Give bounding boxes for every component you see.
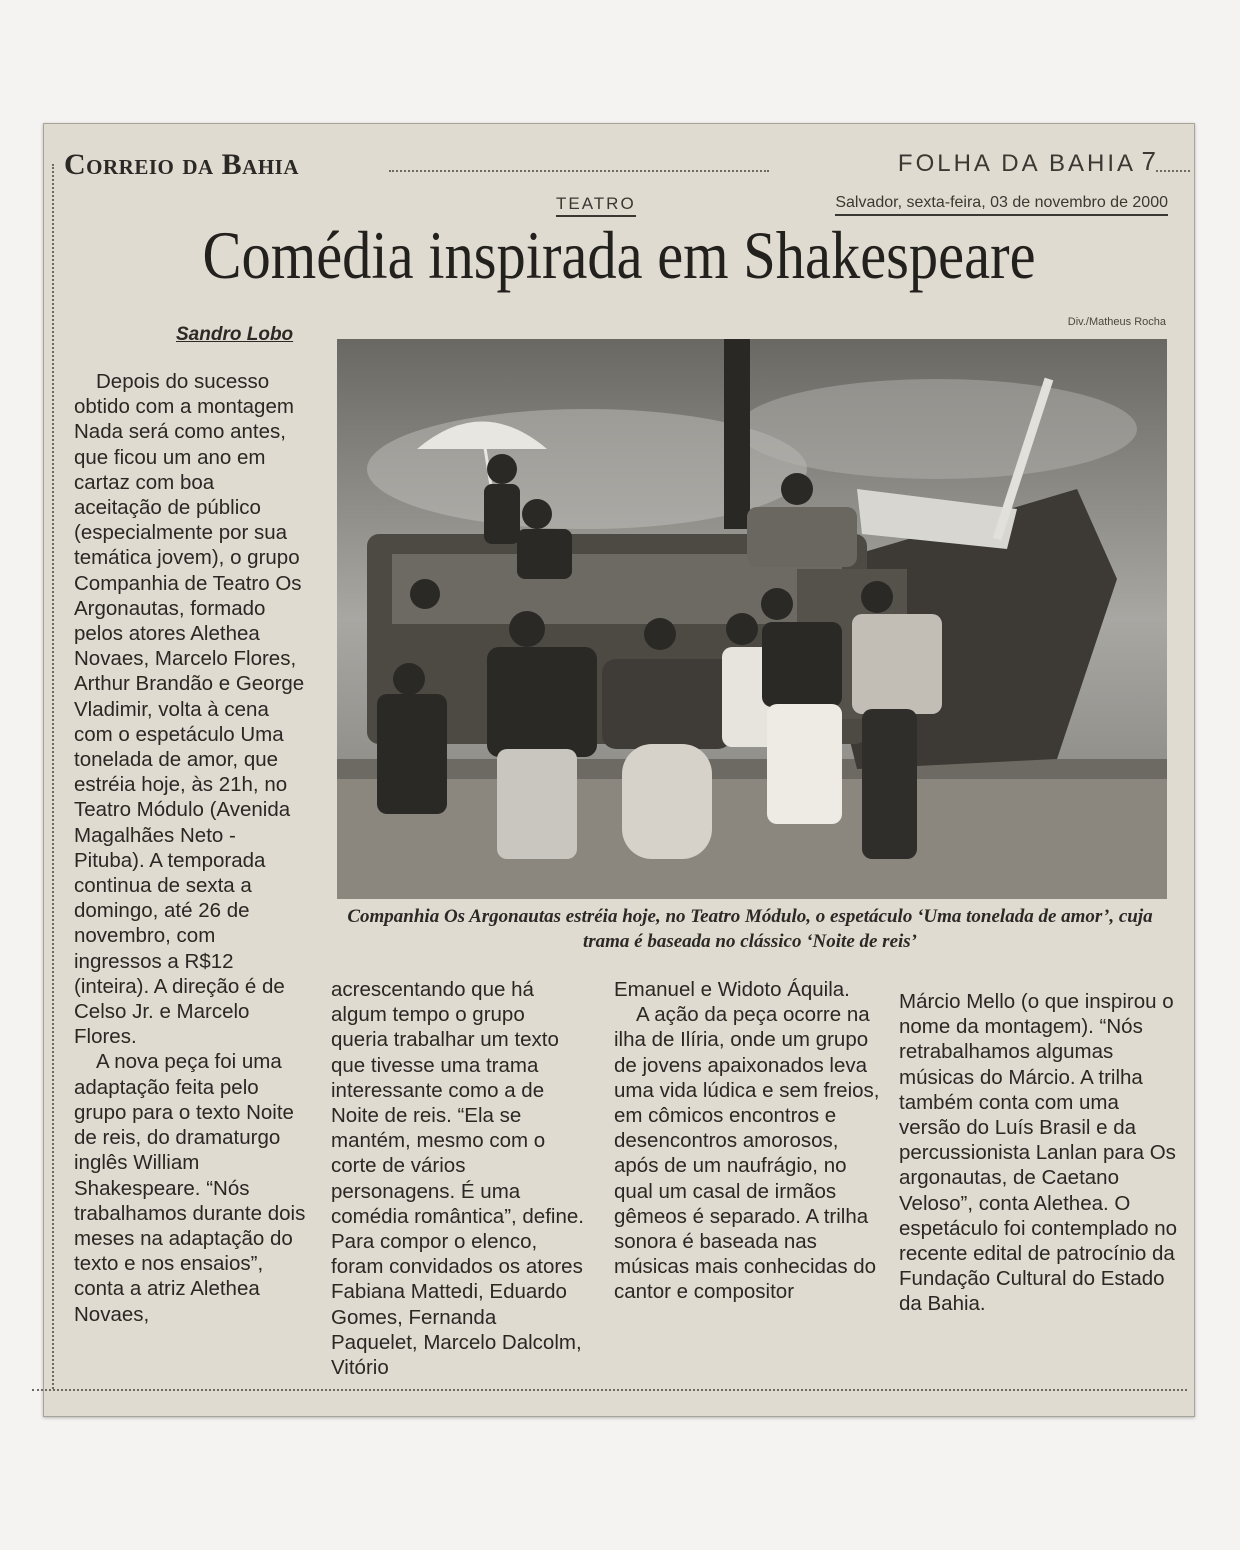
photo-credit: Div./Matheus Rocha bbox=[1067, 316, 1166, 328]
dateline: Salvador, sexta-feira, 03 de novembro de 2000 bbox=[835, 194, 1168, 216]
clipping-cut-line-bottom bbox=[32, 1389, 1187, 1391]
column-2 bbox=[331, 977, 586, 1380]
paragraph: A nova peça foi uma adaptação feita pelo grupo para o texto Noite de reis, do dramaturgo inglês William Shakespeare. “Nós trabalhamos durante dois meses na adaptação do texto e nos ensaios”, conta a atriz Alethea Novaes, bbox=[74, 1050, 306, 1326]
clipping-cut-line-left bbox=[52, 164, 54, 1389]
topic-label: TEATRO bbox=[556, 194, 636, 217]
photo-illustration bbox=[337, 339, 1167, 899]
paragraph: A ação da peça ocorre na ilha de Ilíria, onde um grupo de jovens apaixonados leva uma vida lúdica e sem freios, em cômicos encontros e desencontros amorosos, após de um naufrágio, no qual um casal de irmãos gêmeos é separado. A trilha sonora é baseada nas músicas mais conhecidas do cantor e compositor bbox=[614, 1003, 880, 1304]
newspaper-clipping bbox=[43, 123, 1195, 1417]
paragraph: Depois do sucesso obtido com a montagem Nada será como antes, que ficou um ano em cartaz com boa aceitação de público (especialmente por sua temática jovem), o grupo Companhia de Teatro Os Argonautas, formado pelos atores Alethea Novaes, Marcelo Flores, Arthur Brandão e George Vladimir, volta à cena com o espetáculo Uma tonelada de amor, que estréia hoje, às 21h, no Teatro Módulo (Avenida Magalhães Neto - Pituba). A temporada continua de sexta a domingo, até 26 de novembro, com ingressos a R$12 (inteira). A direção é de Celso Jr. e Marcelo Flores. bbox=[74, 370, 305, 1049]
paragraph: Emanuel e Widoto Áquila. bbox=[614, 978, 850, 1001]
column-4 bbox=[899, 989, 1179, 1317]
page-number: 7 bbox=[1141, 146, 1156, 176]
column-1 bbox=[74, 369, 306, 1327]
section-name: FOLHA DA BAHIA bbox=[897, 150, 1136, 177]
byline: Sandro Lobo bbox=[176, 324, 294, 345]
photo-caption: Companhia Os Argonautas estréia hoje, no Teatro Módulo, o espetáculo ‘Uma tonelada de amor’, cuja trama é baseada no clássico ‘Noite de reis’ bbox=[347, 906, 1153, 952]
masthead-rule-left bbox=[389, 170, 769, 172]
headline: Comédia inspirada em Shakespeare bbox=[202, 217, 1036, 293]
cast-photo bbox=[337, 339, 1167, 899]
masthead-rule-right bbox=[1156, 170, 1190, 172]
column-3 bbox=[614, 977, 884, 1305]
paragraph: Márcio Mello (o que inspirou o nome da montagem). “Nós retrabalhamos algumas músicas do Márcio. A trilha também conta com uma versão do Luís Brasil e da percussionista Lanlan para Os argonautas, de Caetano Veloso”, conta Alethea. O espetáculo foi contemplado no recente edital de patrocínio da Fundação Cultural do Estado da Bahia. bbox=[899, 990, 1178, 1316]
newspaper-name: Correio da Bahia bbox=[64, 148, 300, 181]
paragraph: acrescentando que há algum tempo o grupo queria trabalhar um texto que tivesse uma trama interessante como a de Noite de reis. “Ela se mantém, mesmo com o corte de vários personagens. É uma comédia romântica”, define. Para compor o elenco, foram convidados os atores Fabiana Mattedi, Eduardo Gomes, Fernanda Paquelet, Marcelo Dalcolm, Vitório bbox=[331, 978, 584, 1380]
